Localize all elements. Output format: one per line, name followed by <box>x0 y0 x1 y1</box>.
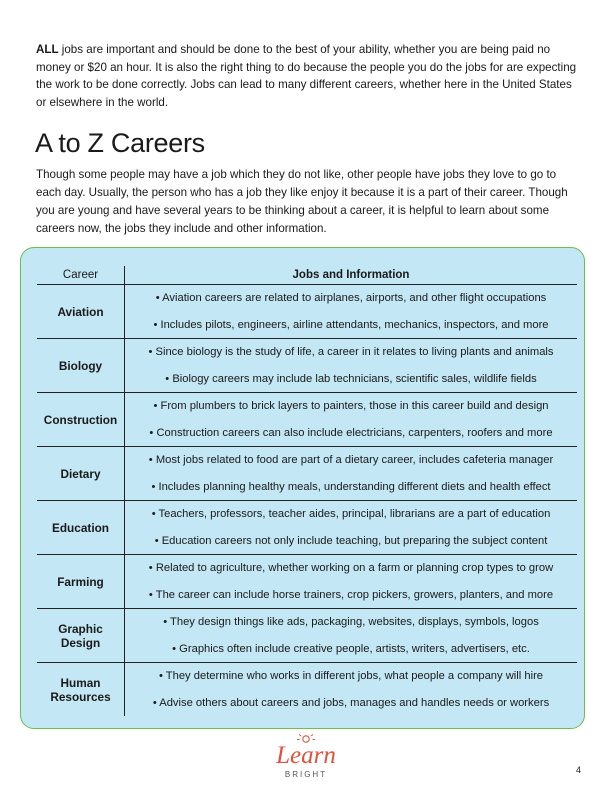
career-name: Human Resources <box>37 663 125 717</box>
bullet-item: • They design things like ads, packaging, websites, displays, symbols, logos <box>163 616 539 628</box>
bullet-item: • From plumbers to brick layers to painters, those in this career build and design <box>153 400 549 412</box>
career-name: Aviation <box>37 285 125 339</box>
career-name: Graphic Design <box>37 609 125 663</box>
jobs-info-cell <box>125 285 578 339</box>
bullet-item: • Related to agriculture, whether working on a farm or planning crop types to grow <box>148 562 554 574</box>
jobs-info-cell <box>125 609 578 663</box>
bullet-item: • Biology careers may include lab technicians, scientific sales, wildlife fields <box>165 372 537 385</box>
jobs-info-cell <box>125 555 578 609</box>
table-row <box>37 501 577 555</box>
career-name: Biology <box>37 339 125 393</box>
table-row <box>37 285 577 339</box>
bullet-item: • Advise others about careers and jobs, manages and handles needs or workers <box>152 696 550 709</box>
logo-subtitle: BRIGHT <box>284 770 328 779</box>
bullet-item: • Includes pilots, engineers, airline attendants, mechanics, inspectors, and more <box>153 318 549 331</box>
bullet-item: • Aviation careers are related to airplanes, airports, and other flight occupations <box>155 292 547 304</box>
bullet-item: • Includes planning healthy meals, understanding different diets and health effect <box>151 480 551 493</box>
table-header-row <box>37 266 577 285</box>
logo-word: Learn <box>276 742 336 769</box>
learn-bright-logo <box>256 733 356 783</box>
jobs-info-cell <box>125 447 578 501</box>
careers-table <box>37 266 577 716</box>
table-row <box>37 393 577 447</box>
table-row <box>37 447 577 501</box>
bullet-item: • Construction careers can also include electricians, carpenters, roofers and more <box>149 426 553 439</box>
bullet-item: • They determine who works in different jobs, what people a company will hire <box>158 670 544 682</box>
intro-paragraph <box>36 41 581 111</box>
career-name: Education <box>37 501 125 555</box>
jobs-info-cell <box>125 501 578 555</box>
bullet-item: • Teachers, professors, teacher aides, principal, librarians are a part of education <box>151 508 551 520</box>
careers-table-card <box>20 247 585 729</box>
table-row <box>37 555 577 609</box>
table-row <box>37 609 577 663</box>
bullet-item: • Most jobs related to food are part of a dietary career, includes cafeteria manager <box>148 454 554 466</box>
section-heading: A to Z Careers <box>35 128 205 158</box>
bullet-item: • The career can include horse trainers, crop pickers, growers, planters, and more <box>148 588 554 601</box>
bullet-item: • Graphics often include creative people, artists, writers, advertisers, etc. <box>172 642 530 655</box>
bullet-item: • Since biology is the study of life, a career in it relates to living plants and animals <box>148 346 554 358</box>
jobs-info-cell <box>125 663 578 717</box>
career-name: Farming <box>37 555 125 609</box>
page-number: 4 <box>576 765 582 775</box>
jobs-info-cell <box>125 339 578 393</box>
intro-text: jobs are important and should be done to the best of your ability, whether you are being paid no money or $20 an hour. It is also the right thing to do because the people you do the jobs for are expecting the work to be done correctly. Jobs can lead to many different careers, whether here in the United States or elsewhere in the world. <box>36 43 577 109</box>
jobs-info-cell <box>125 393 578 447</box>
table-row <box>37 339 577 393</box>
column-header-jobs: Jobs and Information <box>125 266 578 285</box>
column-header-career: Career <box>37 266 125 285</box>
career-name: Dietary <box>37 447 125 501</box>
table-row <box>37 663 577 717</box>
career-name: Construction <box>37 393 125 447</box>
intro-bold: ALL <box>36 43 59 56</box>
bullet-item: • Education careers not only include teaching, but preparing the subject content <box>154 534 548 547</box>
body-paragraph: Though some people may have a job which they do not like, other people have jobs they love to go to each day. Usually, the person who has a job they like enjoy it because it is a part of their career. Though you are young and have several years to be thinking about a career, it is helpful to learn about some careers now, the jobs they include and other information. <box>36 168 568 235</box>
